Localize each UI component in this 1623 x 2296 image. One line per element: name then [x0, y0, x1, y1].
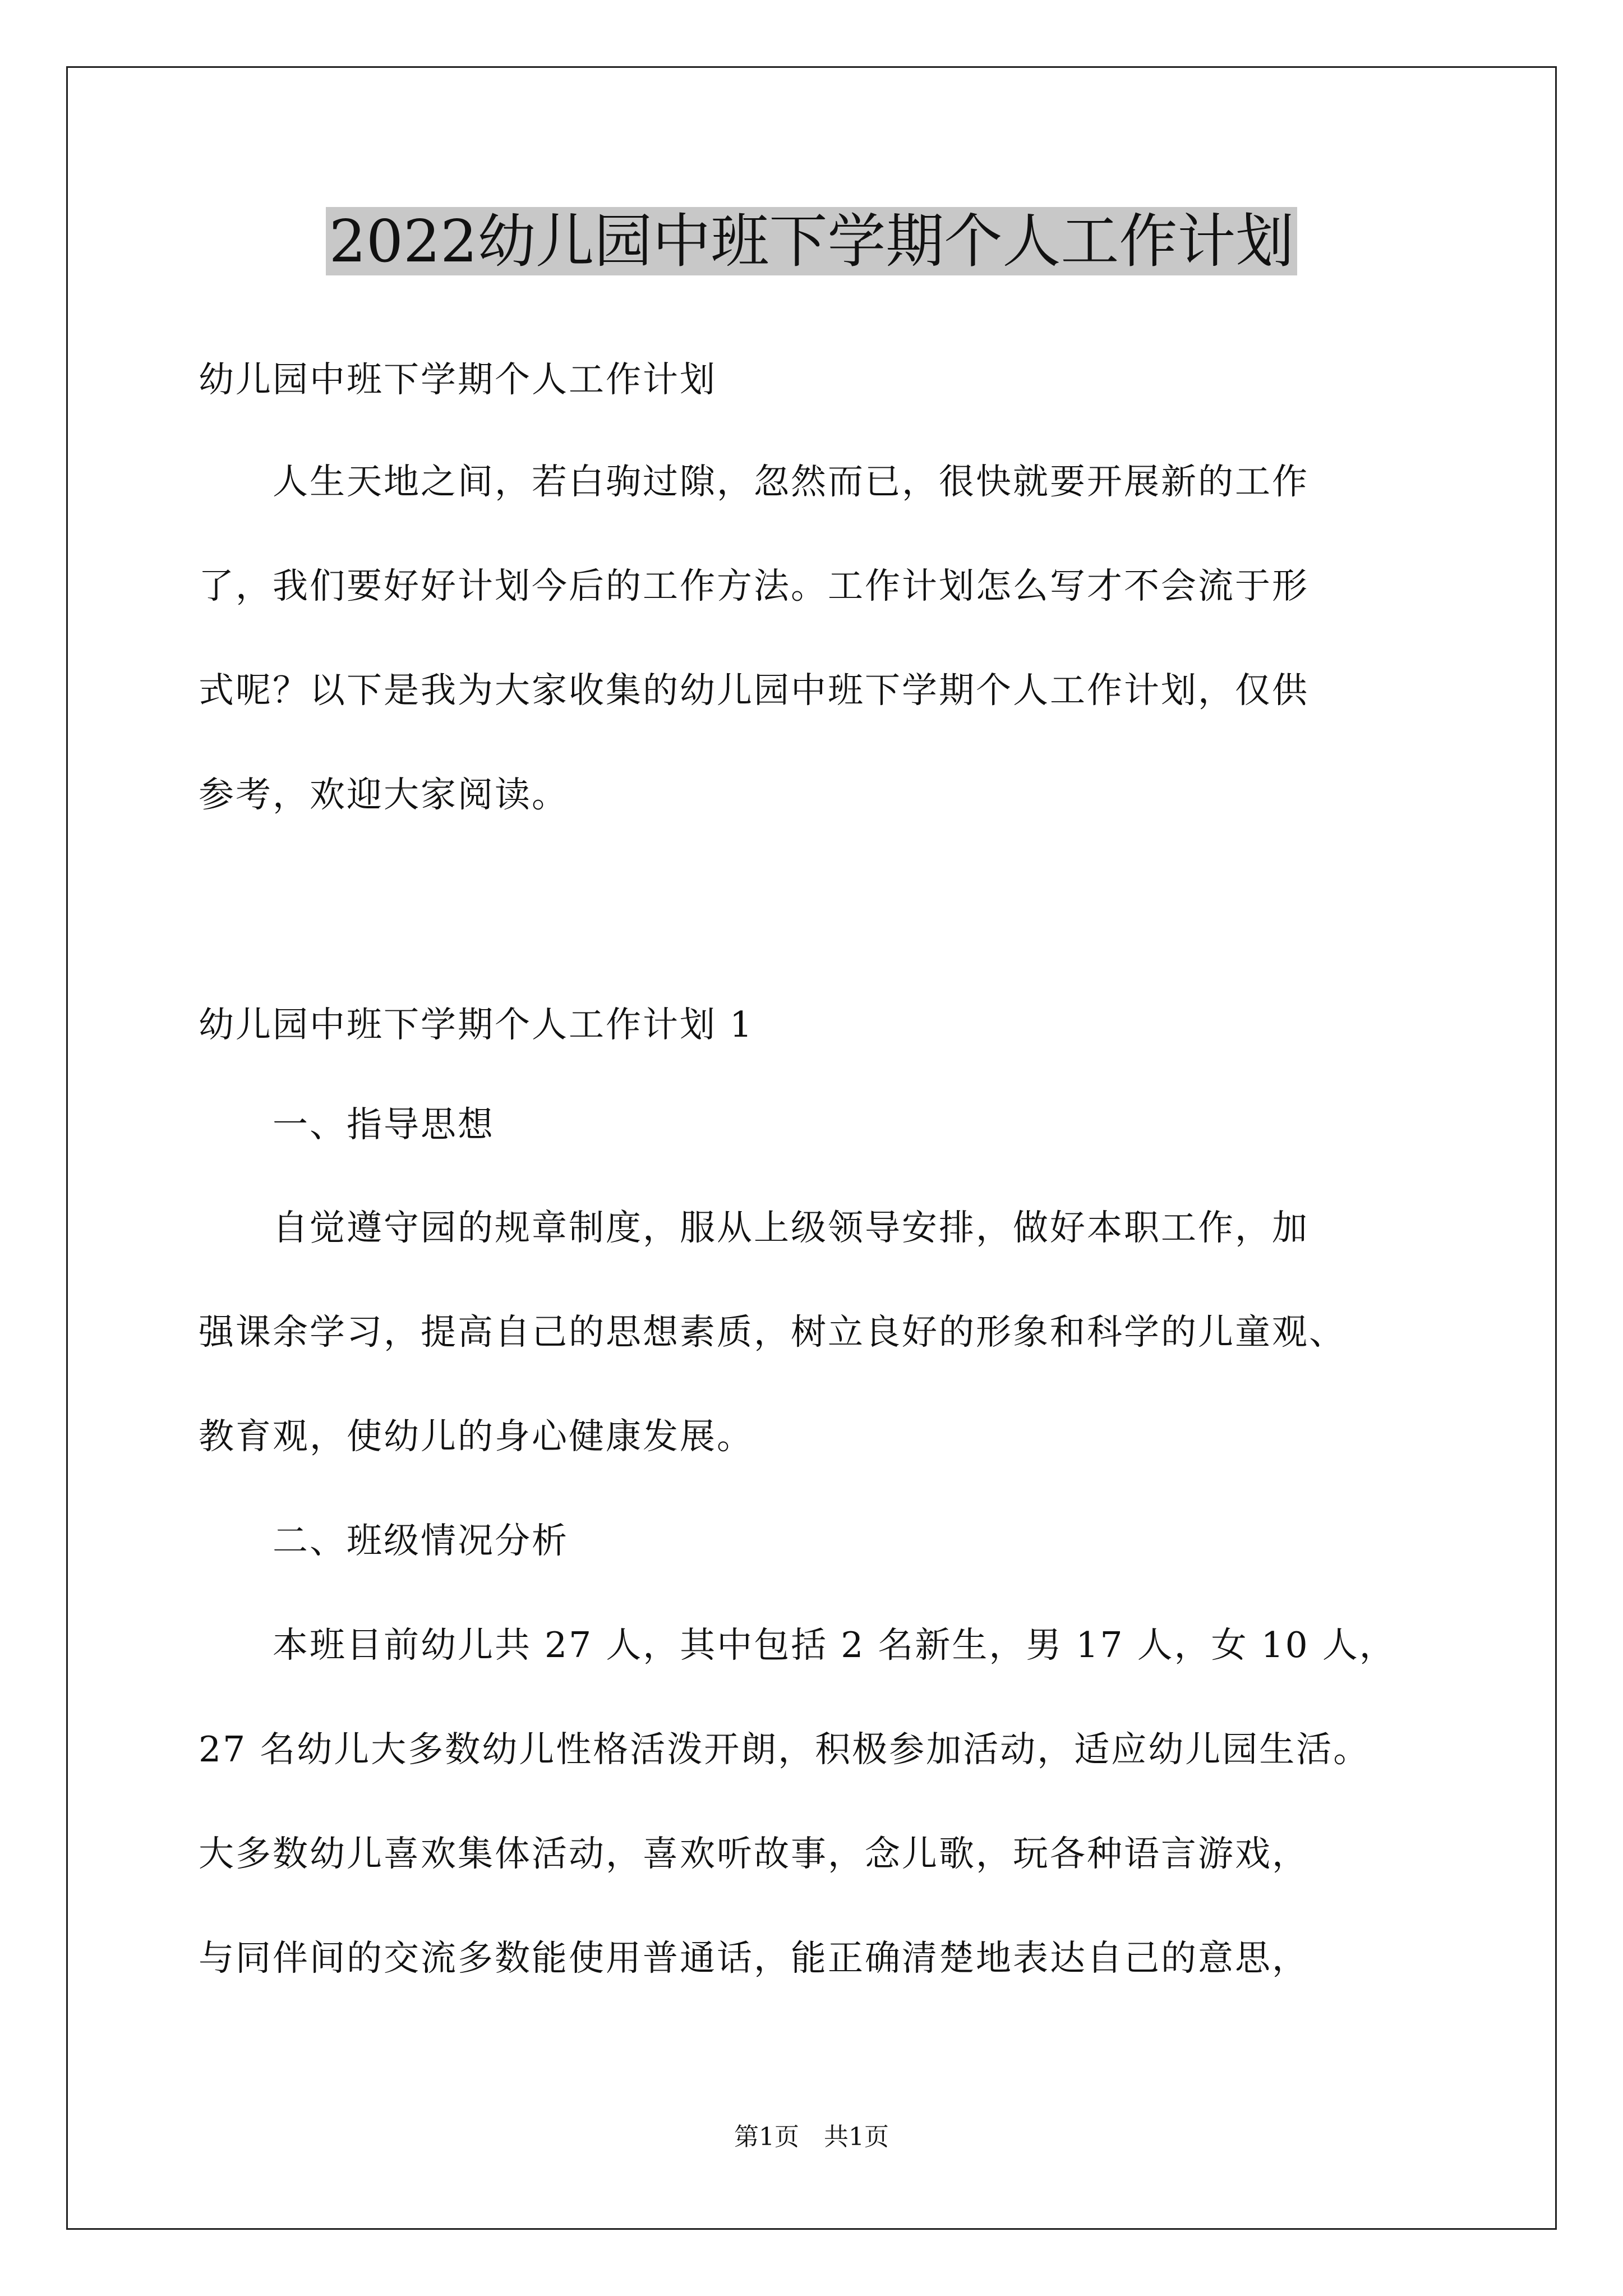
document-title-text: 2022幼儿园中班下学期个人工作计划: [326, 207, 1298, 275]
body-line: 与同伴间的交流多数能使用普通话，能正确清楚地表达自己的意思，: [199, 1938, 1309, 1978]
page-footer: 第1页 共1页: [734, 2123, 889, 2151]
body-line: 人生天地之间，若白驹过隙，忽然而已，很快就要开展新的工作: [199, 461, 1309, 502]
body-line: 参考，欢迎大家阅读。: [199, 774, 569, 815]
body-line: 强课余学习，提高自己的思想素质，树立良好的形象和科学的儿童观、: [199, 1312, 1346, 1352]
body-line: 幼儿园中班下学期个人工作计划: [199, 359, 717, 400]
subsection-heading: 二、班级情况分析: [199, 1520, 569, 1561]
body-line: 了，我们要好好计划今后的工作方法。工作计划怎么写才不会流于形: [199, 565, 1309, 606]
section-heading: 幼儿园中班下学期个人工作计划 1: [199, 1004, 754, 1045]
body-line: 27 名幼儿大多数幼儿性格活泼开朗，积极参加活动，适应幼儿园生活。: [199, 1729, 1371, 1770]
subsection-heading: 一、指导思想: [199, 1104, 495, 1145]
body-line: 教育观，使幼儿的身心健康发展。: [199, 1416, 754, 1457]
body-line: 自觉遵守园的规章制度，服从上级领导安排，做好本职工作，加: [199, 1207, 1309, 1248]
body-line: 大多数幼儿喜欢集体活动，喜欢听故事，念儿歌，玩各种语言游戏，: [199, 1833, 1309, 1874]
body-line: 本班目前幼儿共 27 人，其中包括 2 名新生，男 17 人，女 10 人，: [199, 1625, 1396, 1665]
document-title: [0, 202, 1623, 280]
body-line: 式呢？以下是我为大家收集的幼儿园中班下学期个人工作计划，仅供: [199, 670, 1309, 711]
